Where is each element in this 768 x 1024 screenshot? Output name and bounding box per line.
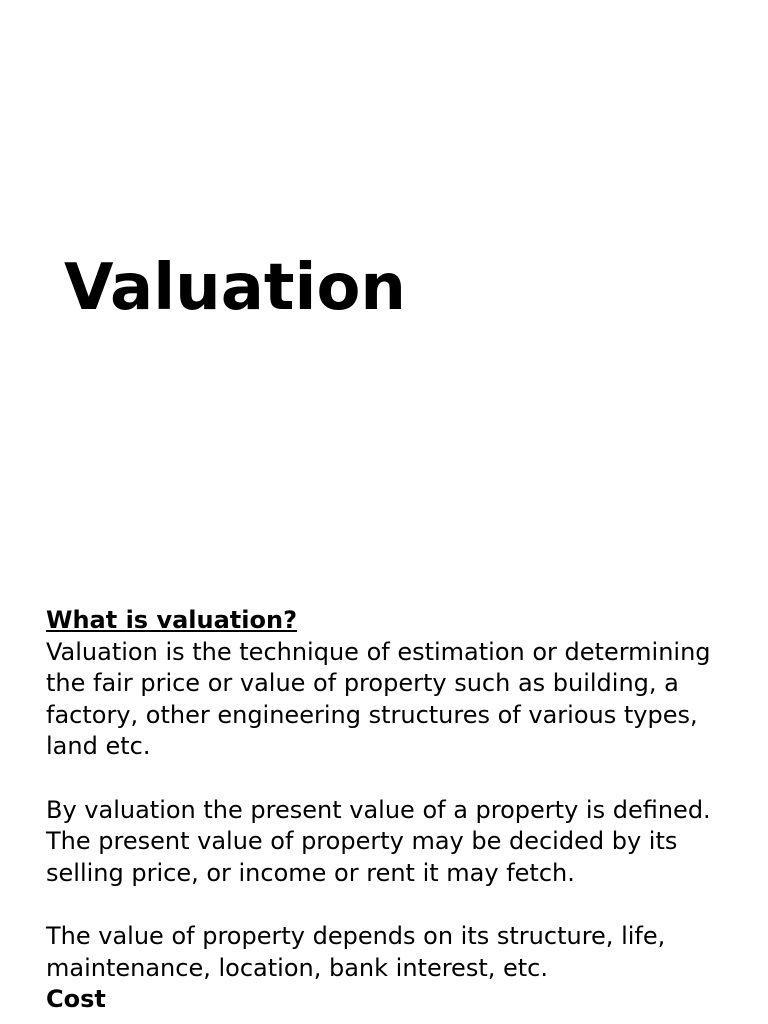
page-title: Valuation: [64, 251, 406, 325]
document-body: [46, 605, 726, 1016]
paragraph-present-value: By valuation the present value of a property is defined. The present value of property may be decided by its selling price, or income or rent it may fetch.: [46, 795, 711, 887]
partial-text-line: Cost: [46, 985, 106, 1014]
paragraph-definition: Valuation is the technique of estimation or determining the fair price or value of property such as building, a factory, other engineering structures of various types, land etc.: [46, 637, 711, 761]
section-heading: What is valuation?: [46, 606, 297, 634]
paragraph-factors: The value of property depends on its structure, life, maintenance, location, bank interest, etc.: [46, 921, 666, 982]
